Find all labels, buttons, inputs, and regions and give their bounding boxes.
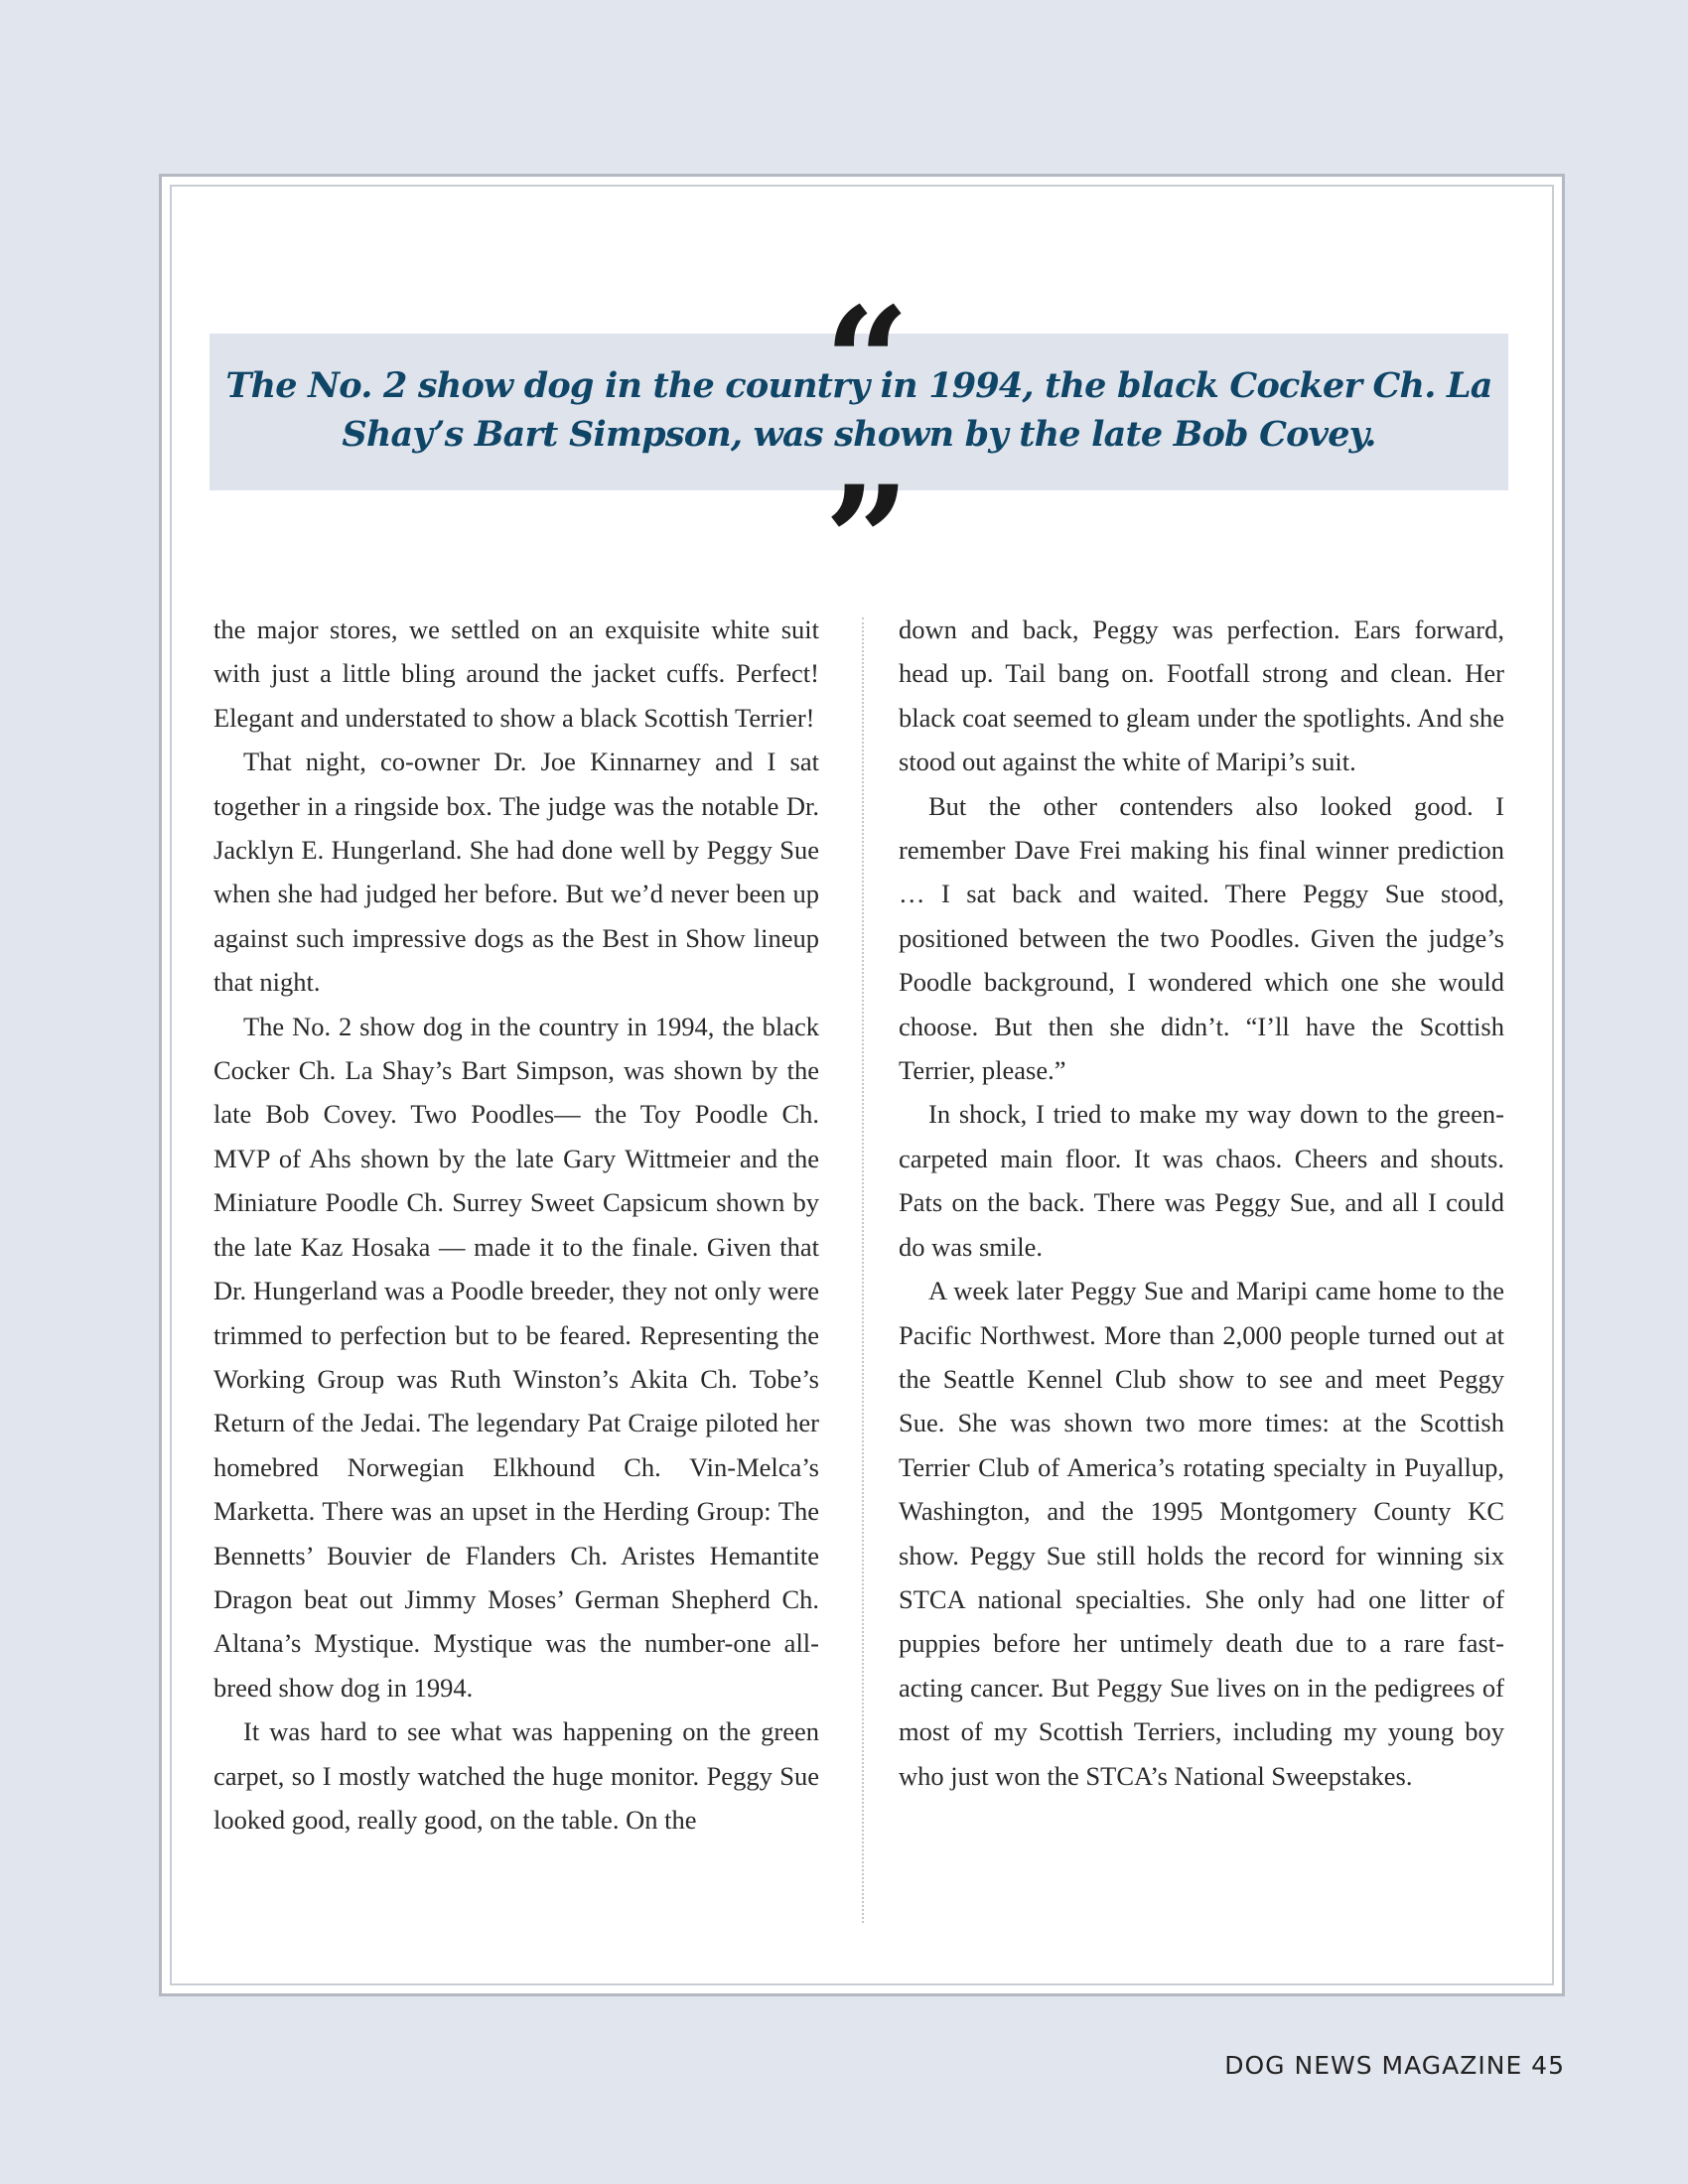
paragraph: That night, co-owner Dr. Joe Kinnarney and I sat together in a ringside box. The judge was the notable Dr. Jacklyn E. Hungerland. She had done well by Peggy Sue when she had judged her before. But we’d never been up against such impressive dogs as the Best in Show lineup that night. [213, 747, 819, 998]
paragraph: In shock, I tried to make my way down to the green-carpeted main floor. It was chaos. Cheers and shouts. Pats on the back. There was Peggy Sue, and all I could do was smile. [899, 1099, 1504, 1262]
paragraph: A week later Peggy Sue and Maripi came home to the Pacific Northwest. More than 2,000 people turned out at the Seattle Kennel Club show to see and meet Peggy Sue. She was shown two more times: at the Scottish Terrier Club of America’s rotating specialty in Puyallup, Washington, and the 1995 Montgomery County KC show. Peggy Sue still holds the record for winning six STCA national specialties. She only had one litter of puppies before her untimely death due to a rare fast-acting cancer. But Peggy Sue lives on in the pedigrees of most of my Scottish Terriers, including my young boy who just won the STCA’s National Sweepstakes. [899, 1276, 1504, 1791]
left-column [213, 608, 819, 1842]
right-column [899, 608, 1504, 1798]
paragraph: The No. 2 show dog in the country in 1994, the black Cocker Ch. La Shay’s Bart Simpson, was shown by the late Bob Covey. Two Poodles— the Toy Poodle Ch. MVP of Ahs shown by the late Gary Wittmeier and the Miniature Poodle Ch. Surrey Sweet Capsicum shown by the late Kaz Hosaka — made it to the finale. Given that Dr. Hungerland was a Poodle breeder, they not only were trimmed to perfection but to be feared. Representing the Working Group was Ruth Winston’s Akita Ch. Tobe’s Return of the Jedai. The legendary Pat Craige piloted her homebred Norwegian Elkhound Ch. Vin-Melca’s Marketta. There was an upset in the Herding Group: The Bennetts’ Bouvier de Flanders Ch. Aristes Hemantite Dragon beat out Jimmy Moses’ German Shepherd Ch. Altana’s Mystique. Mystique was the number-one all-breed show dog in 1994. [213, 1011, 819, 1703]
open-quote-icon: “ [824, 275, 911, 450]
page-footer: DOG NEWS MAGAZINE 45 [1224, 2051, 1565, 2080]
close-quote-icon: ” [824, 454, 911, 628]
paragraph: It was hard to see what was happening on the green carpet, so I mostly watched the huge monitor. Peggy Sue looked good, really good, on the table. On the [213, 1716, 819, 1835]
paragraph: down and back, Peggy was perfection. Ears forward, head up. Tail bang on. Footfall strong and clean. Her black coat seemed to gleam under the spotlights. And she stood out against the white of Maripi’s suit. [899, 614, 1504, 777]
paragraph: the major stores, we settled on an exquisite white suit with just a little bling around the jacket cuffs. Perfect! Elegant and understated to show a black Scottish Terrier! [213, 614, 819, 733]
pull-quote-text: The No. 2 show dog in the country in 1994, the black Cocker Ch. La Shay’s Bart Simpson, was shown by the late Bob Covey. [225, 365, 1492, 455]
column-divider [862, 617, 864, 1923]
paragraph: But the other contenders also looked good. I remember Dave Frei making his final winner prediction … I sat back and waited. There Peggy Sue stood, positioned between the two Poodles. Given the judge’s Poodle background, I wondered which one she would choose. But then she didn’t. “I’ll have the Scottish Terrier, please.” [899, 790, 1504, 1086]
